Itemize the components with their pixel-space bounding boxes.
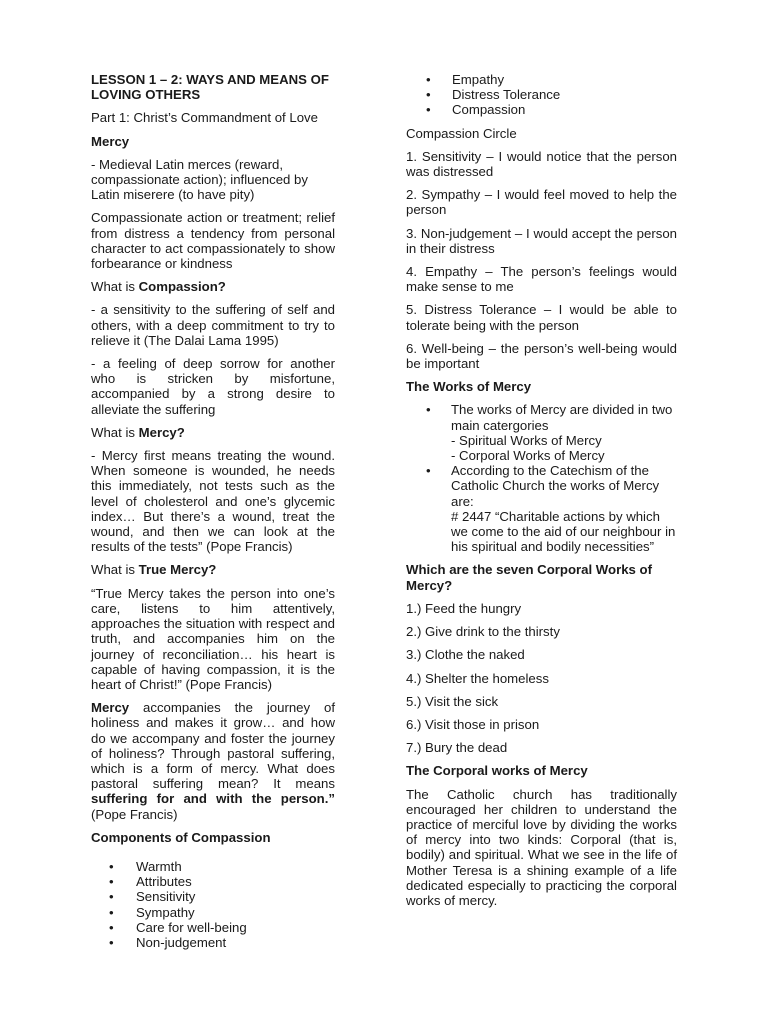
list-item: • Sympathy	[91, 905, 335, 920]
works-list	[406, 402, 677, 554]
list-item: • Non-judgement	[91, 935, 335, 950]
lesson-title: LESSON 1 – 2: WAYS AND MEANS OF LOVING OTHERS	[91, 72, 329, 103]
catechism-text: • According to the Catechism of the Catholic Church the works of Mercy are:	[451, 463, 660, 509]
works-category: - Spiritual Works of Mercy	[451, 432, 602, 448]
corporal-work-item: 6.) Visit those in prison	[406, 716, 540, 732]
corporal-work-item: 3.) Clothe the naked	[406, 647, 525, 663]
compassion-definition-2: - a feeling of deep sorrow for another who is stricken by misfortune, accompanied by a strong desire to alleviate the suffering	[91, 356, 335, 417]
corporal-work-item: 1.) Feed the hungry	[406, 600, 522, 616]
mercy-term: Mercy	[91, 700, 130, 716]
question-compassion	[91, 279, 335, 294]
question-prefix: What is	[91, 279, 139, 295]
corporal-work-item: 5.) Visit the sick	[406, 693, 499, 709]
circle-item: 2. Sympathy – I would feel moved to help the person	[406, 187, 677, 218]
corporal-works-heading: The Corporal works of Mercy	[406, 763, 588, 779]
seven-works-heading: Which are the seven Corporal Works of Mercy?	[406, 562, 652, 593]
list-item: • Attributes	[91, 874, 335, 889]
question-prefix: What is	[91, 424, 139, 440]
circle-item: 5. Distress Tolerance – I would be able to tolerate being with the person	[406, 302, 677, 333]
question-prefix: What is	[91, 562, 139, 578]
mercy-paragraph-text: accompanies the journey of holiness and makes it grow… and how do we accompany and foster the journey of holiness? Through pastoral suffering, which is a form of mercy. What does pastoral suffering mean? It means	[91, 700, 335, 792]
mercy-holiness-paragraph	[91, 700, 335, 822]
list-item: • Distress Tolerance	[406, 87, 677, 102]
list-item	[406, 402, 677, 463]
mercy-definition: Compassionate action or treatment; relief from distress a tendency from personal character to act compassionately to show forbearance or kindness	[91, 210, 335, 272]
right-column	[406, 72, 677, 916]
mercy-quote: - Mercy first means treating the wound. When someone is wounded, he needs this immediately, not tests such as the level of cholesterol and one’s glycemic index… But there’s a wound, treat the wound, and then we can look at the results of the tests” (Pope Francis)	[91, 448, 335, 555]
list-item: • Compassion	[406, 102, 677, 117]
question-true-mercy	[91, 562, 335, 577]
circle-item: 6. Well-being – the person’s well-being would be important	[406, 340, 677, 372]
components-heading: Components of Compassion	[91, 829, 271, 845]
list-item: • Care for well-being	[91, 920, 335, 935]
list-item: • Empathy	[406, 72, 677, 87]
question-term: True Mercy?	[138, 562, 217, 578]
compassion-circle-heading: Compassion Circle	[406, 125, 517, 141]
question-term: Mercy?	[138, 424, 185, 440]
compassion-definition-1: - a sensitivity to the suffering of self and others, with a deep commitment to try to relieve it (The Dalai Lama 1995)	[91, 302, 335, 348]
question-term: Compassion?	[138, 279, 226, 295]
components-list	[91, 859, 335, 950]
components-list-continued	[406, 72, 677, 118]
corporal-works-text: The Catholic church has traditionally encouraged her children to understand the practice of merciful love by dividing the works of mercy into two kinds: Corporal (that is, bodily) and spiritual. What we see in the life of Mother Teresa is a shining example of a life dedicated especially to practicing the corporal works of mercy.	[406, 786, 677, 908]
corporal-work-item: 2.) Give drink to the thirsty	[406, 624, 560, 640]
mercy-paragraph-citation: (Pope Francis)	[91, 806, 178, 822]
true-mercy-quote: “True Mercy takes the person into one’s care, listens to him attentively, approaches the situation with respect and truth, and accompanies him on the journey of reconciliation… his heart is capable of having compassion, it is the heart of Christ!” (Pope Francis)	[91, 585, 335, 692]
mercy-paragraph-emphasis: suffering for and with the person.”	[91, 791, 335, 807]
catechism-quote: # 2447 “Charitable actions by which we come to the aid of our neighbour in his spiritual and bodily necessities”	[451, 508, 676, 555]
list-item: • Sensitivity	[91, 889, 335, 904]
question-mercy	[91, 425, 335, 440]
mercy-heading: Mercy	[91, 133, 130, 149]
circle-item: 4. Empathy – The person’s feelings would make sense to me	[406, 264, 677, 295]
circle-item: 3. Non-judgement – I would accept the person in their distress	[406, 225, 677, 256]
works-categories-text: • The works of Mercy are divided in two main catergories	[451, 402, 673, 433]
list-item	[406, 463, 677, 554]
list-item: • Warmth	[91, 859, 335, 874]
corporal-work-item: 4.) Shelter the homeless	[406, 670, 549, 686]
corporal-work-item: 7.) Bury the dead	[406, 740, 508, 756]
circle-item: 1. Sensitivity – I would notice that the person was distressed	[406, 148, 677, 180]
works-heading: The Works of Mercy	[406, 379, 532, 395]
works-category: - Corporal Works of Mercy	[451, 448, 605, 464]
left-column	[91, 72, 335, 950]
part-heading: Part 1: Christ’s Commandment of Love	[91, 110, 318, 126]
mercy-etymology: - Medieval Latin merces (reward, compassionate action); influenced by Latin miserere (to have pity)	[91, 156, 308, 203]
